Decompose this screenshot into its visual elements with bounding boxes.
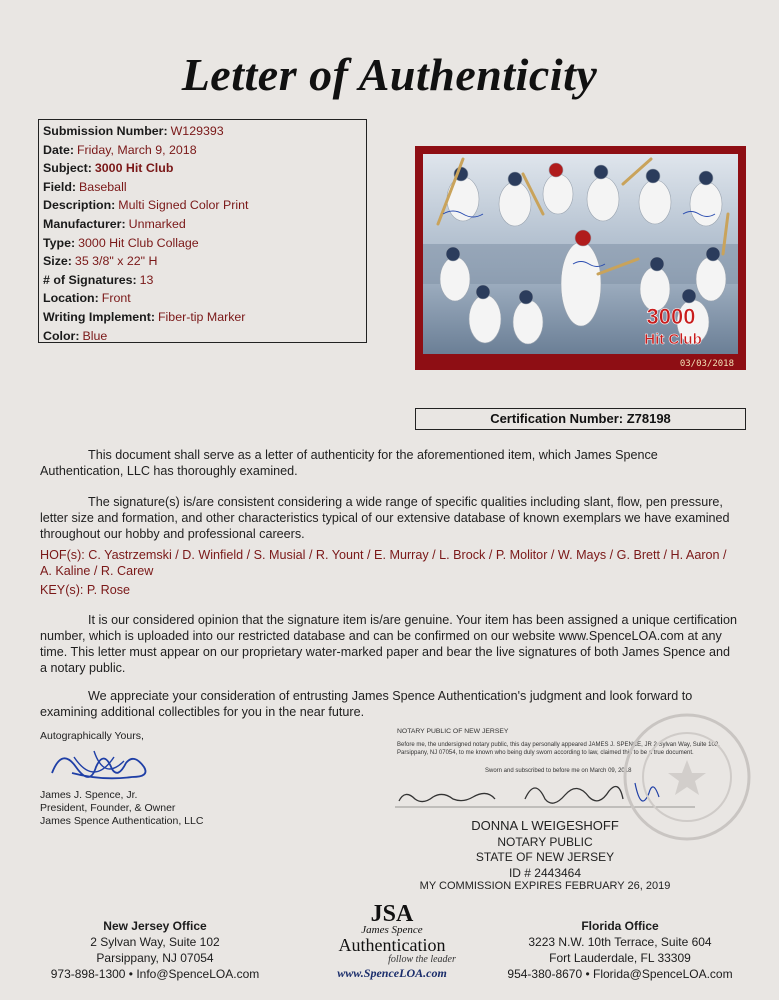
detail-row <box>43 271 362 290</box>
signer-name: James J. Spence, Jr. <box>40 789 138 801</box>
detail-label: Writing Implement: <box>43 309 155 324</box>
detail-value: 35 3/8" x 22" H <box>74 254 158 269</box>
paragraph-opinion <box>40 612 740 676</box>
logo-jsa: JSA <box>370 901 414 927</box>
logo-tagline: follow the leader <box>388 954 456 965</box>
notary-header: NOTARY PUBLIC OF NEW JERSEY <box>397 728 509 735</box>
paragraph-intro <box>40 447 740 479</box>
detail-label: Field: <box>43 179 77 194</box>
detail-value: Front <box>101 291 131 306</box>
detail-label: Manufacturer: <box>43 216 126 231</box>
detail-row <box>43 178 362 197</box>
logo-authentication: Authentication <box>338 935 446 955</box>
detail-row <box>43 308 362 327</box>
office-line: 954-380-8670 • Florida@SpenceLOA.com <box>507 967 733 981</box>
detail-row <box>43 141 362 160</box>
office-line: Parsippany, NJ 07054 <box>96 951 214 965</box>
signer-company: James Spence Authentication, LLC <box>40 815 204 827</box>
paragraph-consistency <box>40 494 740 542</box>
detail-value: Multi Signed Color Print <box>118 198 249 213</box>
item-details-box <box>38 119 367 343</box>
paragraph-text: We appreciate your consideration of entrusting James Spence Authentication's judgment and look forward to examining additional collectibles for you in the near future. <box>40 689 693 719</box>
detail-row <box>43 215 362 234</box>
detail-value: 13 <box>139 272 154 287</box>
overlay-3000: 3000 <box>646 304 696 329</box>
page-title: Letter of Authenticity <box>181 49 598 100</box>
detail-value: W129393 <box>170 124 224 138</box>
office-head: New Jersey Office <box>103 919 207 933</box>
detail-value: Unmarked <box>128 216 186 231</box>
signer-title: President, Founder, & Owner <box>40 802 176 814</box>
detail-row <box>43 122 362 141</box>
key-signatures: KEY(s): P. Rose <box>40 583 131 597</box>
detail-label: Description: <box>43 198 116 213</box>
office-florida <box>500 918 740 982</box>
closing-text: Autographically Yours, <box>40 730 144 742</box>
paragraph-text: The signature(s) is/are consistent considering a wide range of specific qualities including slant, flow, pen pressure, letter size and formation, and other characteristics typical of our extensive database of known exemplars we have examined throughout our hobby and professional careers. <box>40 495 730 541</box>
notary-id: ID # 2443464 <box>508 866 582 880</box>
jsa-logo <box>312 903 472 993</box>
detail-label: Color: <box>43 328 80 343</box>
office-line: 3223 N.W. 10th Terrace, Suite 604 <box>528 935 712 949</box>
notary-statement: Before me, the undersigned notary public, this day personally appeared JAMES J. SPENCE, JR 2 Sylvan Way, Suite 102, Parsippany, NJ 07054, to me known who being duly sworn according to law, claimed this to be a true document. <box>397 742 720 756</box>
office-line: Fort Lauderdale, FL 33309 <box>549 951 691 965</box>
detail-label: # of Signatures: <box>43 272 137 287</box>
detail-value: Friday, March 9, 2018 <box>76 142 197 157</box>
detail-value: 3000 Hit Club <box>94 161 174 176</box>
logo-url: www.SpenceLOA.com <box>337 966 447 980</box>
notary-name: DONNA L WEIGESHOFF <box>471 818 619 833</box>
notary-line3: STATE OF NEW JERSEY <box>475 850 615 864</box>
paragraph-text: This document shall serve as a letter of authenticity for the aforementioned item, which James Spence Authentication, LLC has thoroughly examined. <box>40 448 658 478</box>
detail-row <box>43 252 362 271</box>
detail-row <box>43 159 362 178</box>
office-line: 2 Sylvan Way, Suite 102 <box>90 935 220 949</box>
office-new-jersey <box>40 918 270 982</box>
logo-name: James Spence <box>361 924 423 936</box>
detail-value: 3000 Hit Club Collage <box>78 235 199 250</box>
photo-date-stamp: 03/03/2018 <box>679 359 734 369</box>
certification-number: Certification Number: Z78198 <box>415 408 746 430</box>
detail-label: Submission Number: <box>43 124 168 138</box>
signature-block <box>40 730 203 828</box>
office-head: Florida Office <box>581 919 659 933</box>
handwritten-signature <box>44 743 164 789</box>
collage-image <box>423 154 738 354</box>
paragraph-text: It is our considered opinion that the signature item is/are genuine. Your item has been assigned a unique certification number, which is uploaded into our restricted database and can be confirmed on our website www.SpenceLOA.com at any time. This letter must appear on our proprietary water-marked paper and bear the live signatures of both James Spence and a notary public. <box>40 613 737 675</box>
detail-row <box>43 196 362 215</box>
detail-row <box>43 234 362 253</box>
detail-label: Subject: <box>43 161 92 176</box>
hof-signatures: HOF(s): C. Yastrzemski / D. Winfield / S. Musial / R. Yount / E. Murray / L. Brock / P. Molitor / W. Mays / G. Brett / H. Aaron / A. Kaline / R. Carew <box>40 548 727 578</box>
detail-row <box>43 289 362 308</box>
detail-label: Date: <box>43 142 74 157</box>
notary-line2: NOTARY PUBLIC <box>497 835 593 849</box>
item-photo <box>415 146 746 370</box>
detail-label: Type: <box>43 235 76 250</box>
office-line: 973-898-1300 • Info@SpenceLOA.com <box>50 967 260 981</box>
detail-value: Fiber-tip Marker <box>157 309 246 324</box>
detail-label: Size: <box>43 254 72 269</box>
notary-commission: MY COMMISSION EXPIRES FEBRUARY 26, 2019 <box>419 880 671 892</box>
notary-sworn-line: Sworn and subscribed to before me on March 09, 2018 <box>485 768 632 774</box>
detail-value: Baseball <box>79 179 127 194</box>
detail-value: Blue <box>82 328 108 343</box>
detail-row <box>43 327 362 346</box>
overlay-hit-club: Hit Club <box>644 331 702 348</box>
detail-label: Location: <box>43 291 99 306</box>
